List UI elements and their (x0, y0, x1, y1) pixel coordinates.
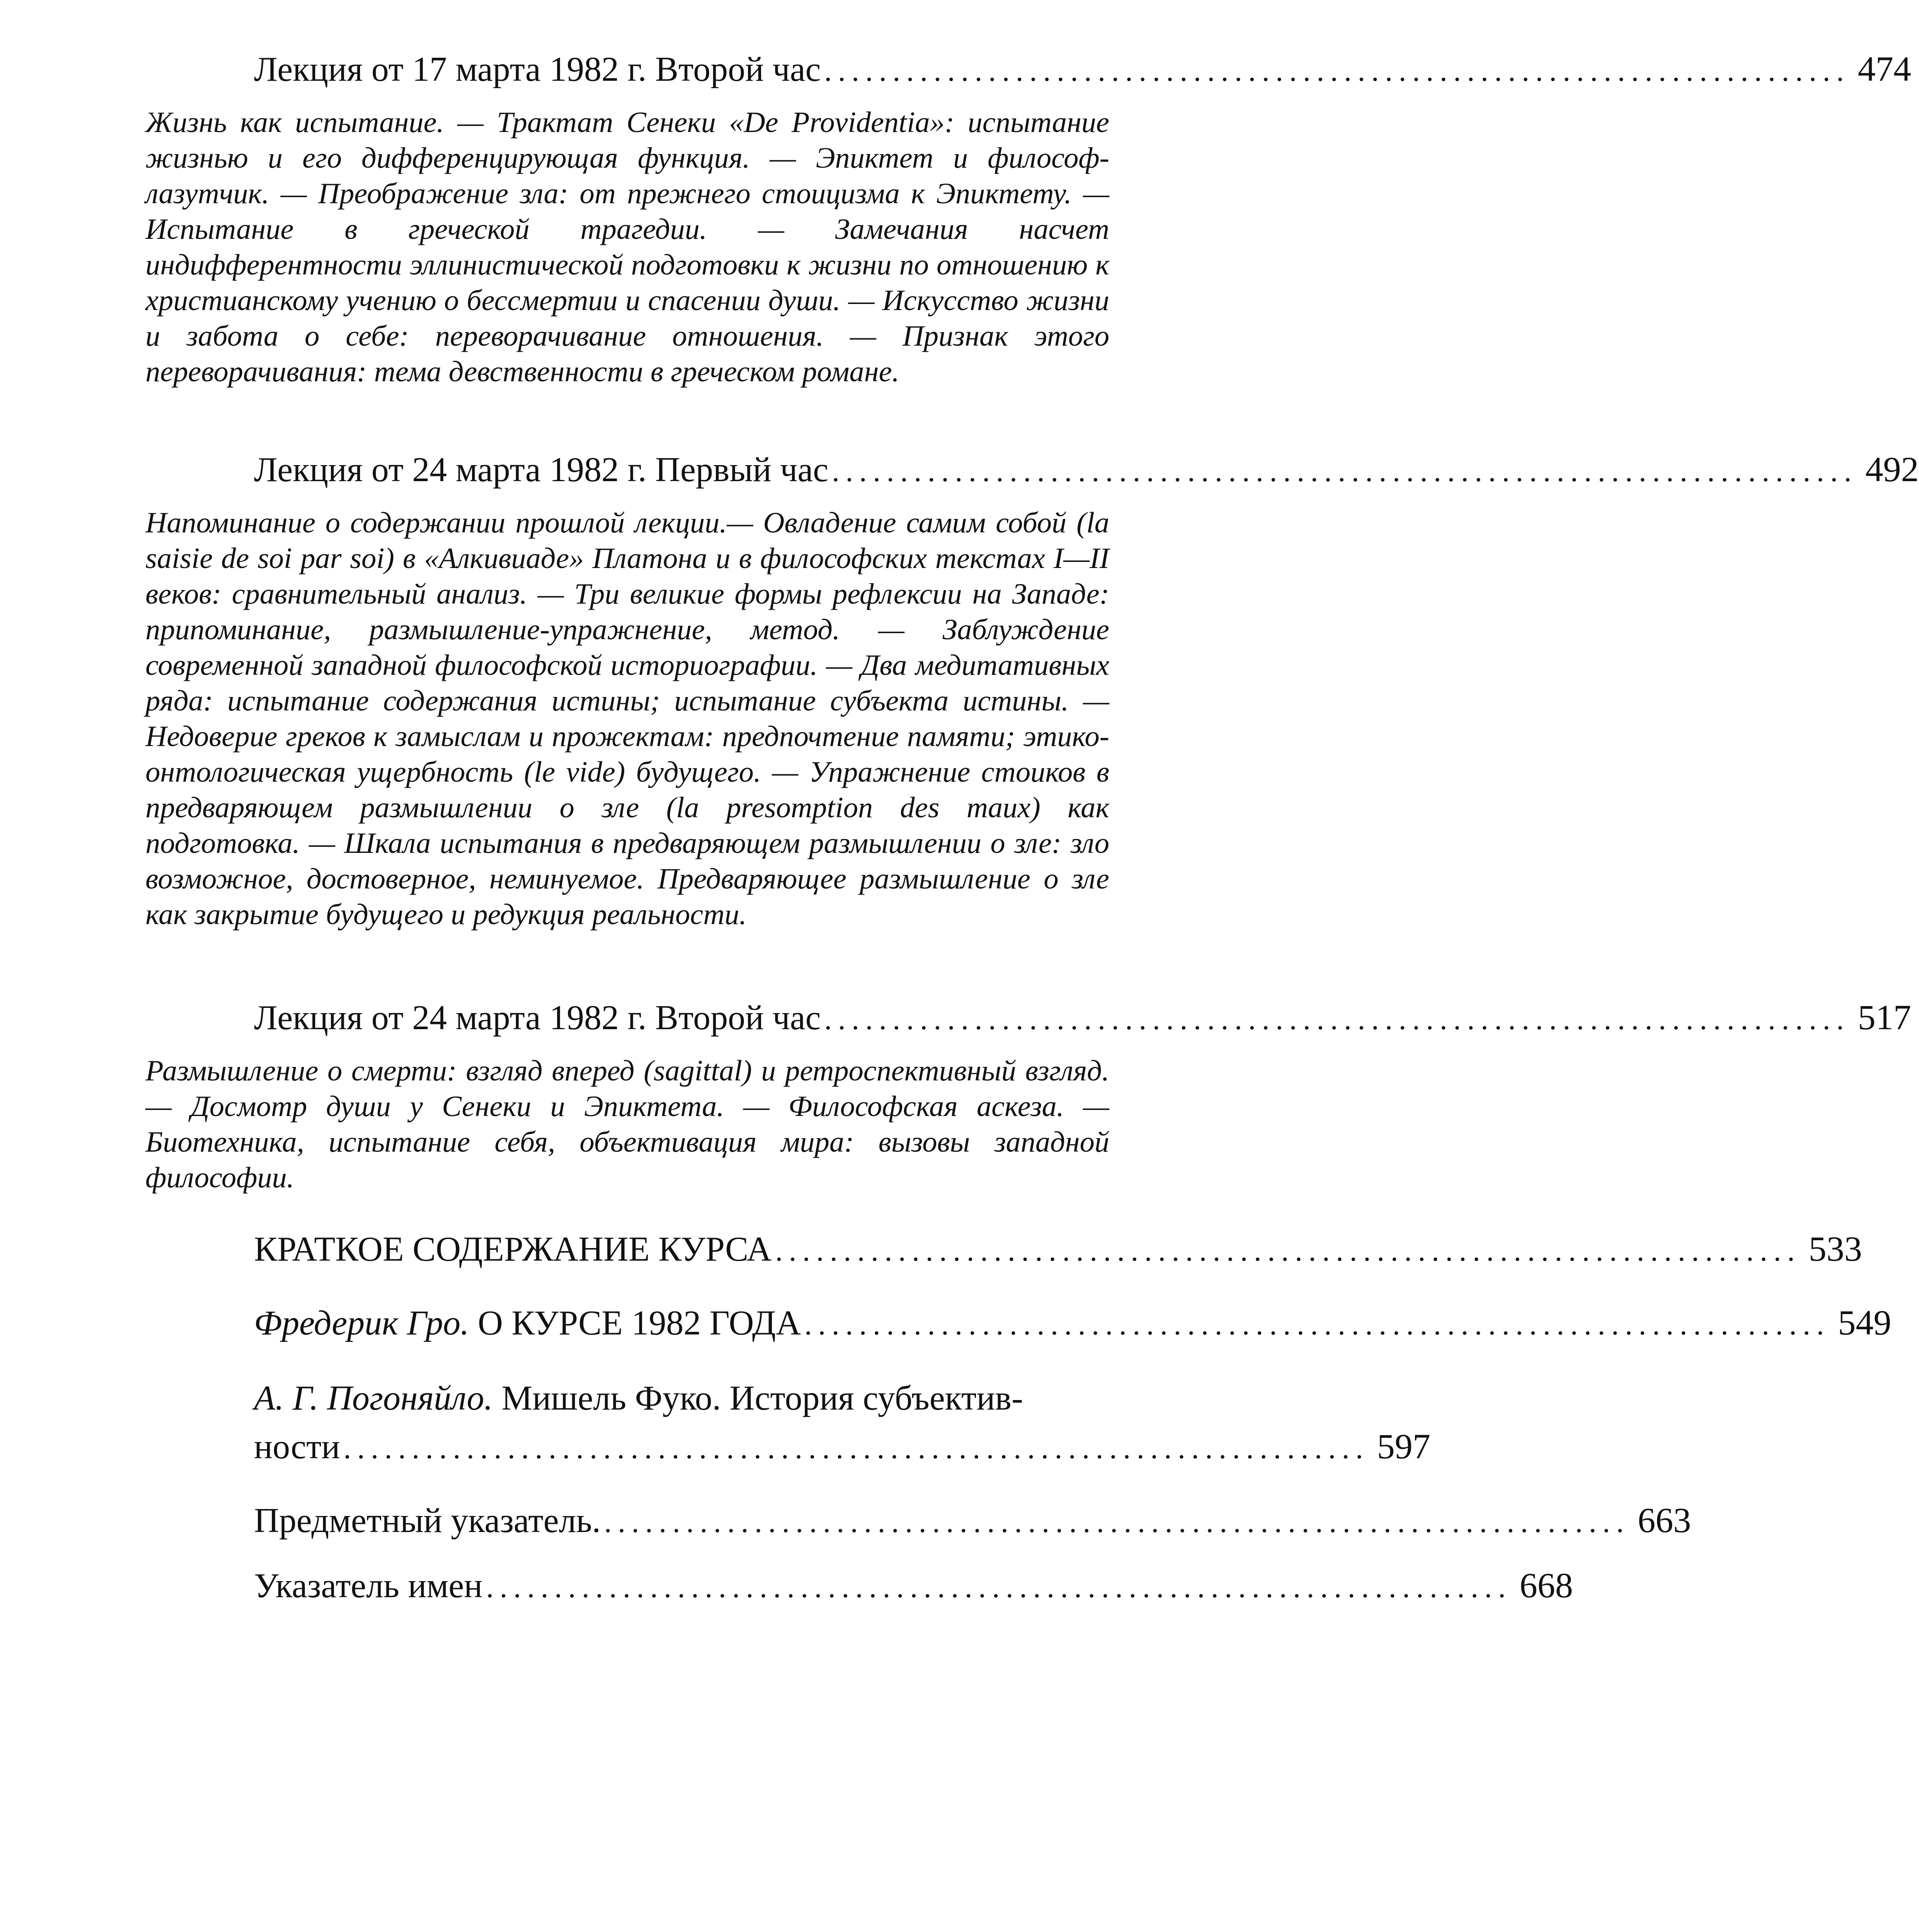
dot-leader: ........................................................................... (486, 1571, 1512, 1604)
toc-entry-title: Указатель имен (254, 1567, 483, 1605)
toc-page-number: 668 (1519, 1565, 1573, 1605)
dot-leader: ........................................................................... (824, 54, 1850, 88)
toc-page-number: 597 (1377, 1427, 1431, 1466)
toc-entry-title: Лекция от 24 марта 1982 г. Первый час (254, 451, 829, 489)
toc-entry-author: А. Г. Погоняйло. (254, 1379, 493, 1417)
toc-entry-title-text: О КУРСЕ 1982 ГОДА (478, 1304, 801, 1342)
toc-entry-name-index[interactable] (254, 1565, 1573, 1605)
toc-page-number: 533 (1808, 1229, 1862, 1268)
toc-entry-pogonyailo-foucault[interactable] (254, 1381, 1177, 1416)
toc-page-number: 517 (1858, 997, 1912, 1037)
toc-entry-title-continuation: ности (254, 1428, 340, 1466)
toc-page-number: 549 (1838, 1303, 1892, 1342)
toc-entry-title-text: Мишель Фуко. История субъектив- (501, 1379, 1023, 1417)
dot-leader: ........................................................................... (343, 1432, 1369, 1465)
dot-leader: ........................................................................... (832, 455, 1858, 488)
toc-page-number: 663 (1637, 1500, 1691, 1540)
dot-leader: ........................................................................... (824, 1003, 1850, 1036)
toc-entry-lecture-17-march-second-hour[interactable] (254, 49, 1912, 89)
toc-entry-subject-index[interactable] (254, 1500, 1691, 1540)
toc-entry-title: Предметный указатель. (254, 1502, 601, 1540)
toc-entry-author: Фредерик Гро. (254, 1304, 469, 1342)
toc-entry-title: КРАТКОЕ СОДЕРЖАНИЕ КУРСА (254, 1230, 772, 1268)
toc-page-number: 474 (1858, 49, 1912, 89)
toc-page-number: 492 (1865, 449, 1919, 489)
toc-entry-lecture-24-march-first-hour[interactable] (254, 449, 1919, 489)
toc-entry-gros-on-course[interactable] (254, 1303, 1892, 1342)
toc-entry-title: Лекция от 17 марта 1982 г. Второй час (254, 50, 821, 89)
toc-entry-title: Лекция от 24 марта 1982 г. Второй час (254, 999, 821, 1037)
dot-leader: ........................................................................... (604, 1506, 1630, 1539)
toc-entry-title (254, 1306, 801, 1341)
toc-entry-summary: Размышление о смерти: взгляд вперед (sagittal) и ретроспективный взгляд. — Досмотр души у Сенеки и Эпиктета. — Философская аскеза. — Биотехника, испытание себя, объективация мира: вызовы западной философии. (145, 1054, 1109, 1194)
dot-leader: ........................................................................... (804, 1308, 1830, 1341)
toc-entry-title (254, 1381, 1023, 1416)
dot-leader: ........................................................................... (775, 1234, 1801, 1268)
toc-entry-summary: Жизнь как испытание. — Трактат Сенеки «De Providentia»: испытание жизнью и его дифференцирующая функция. — Эпиктет и философ-лазутчик. — Преображение зла: от прежнего стоицизма к Эпиктету. — Испытание в греческой трагедии. — Замечания насчет индифферентности эллинистической подготовки к жизни по отношению к христианскому учению о бессмертии и спасении души. — Искусство жизни и забота о себе: переворачивание отношения. — Признак этого переворачивания: тема девственности в греческом романе. (145, 106, 1109, 388)
toc-entry-pogonyailo-continuation[interactable] (254, 1427, 1431, 1466)
toc-entry-course-summary[interactable] (254, 1229, 1862, 1268)
toc-entry-lecture-24-march-second-hour[interactable] (254, 997, 1912, 1037)
toc-entry-summary: Напоминание о содержании прошлой лекции.— Овладение самим собой (la saisie de soi par soi) в «Алкивиаде» Платона и в философских текстах I—II веков: сравнительный анализ. — Три великие формы рефлексии на Западе: припоминание, размышление-упражнение, метод. — Заблуждение современной западной философской историографии. — Два медитативных ряда: испытание содержания истины; испытание субъекта истины. — Недоверие греков к замыслам и прожектам: предпочтение памяти; этико-онтологическая ущербность (le vide) будущего. — Упражнение стоиков в предваряющем размышлении о зле (la presomption des maux) как подготовка. — Шкала испытания в предваряющем размышлении о зле: зло возможное, достоверное, неминуемое. Предваряющее размышление о зле как закрытие будущего и редукция реальности. (145, 506, 1109, 931)
